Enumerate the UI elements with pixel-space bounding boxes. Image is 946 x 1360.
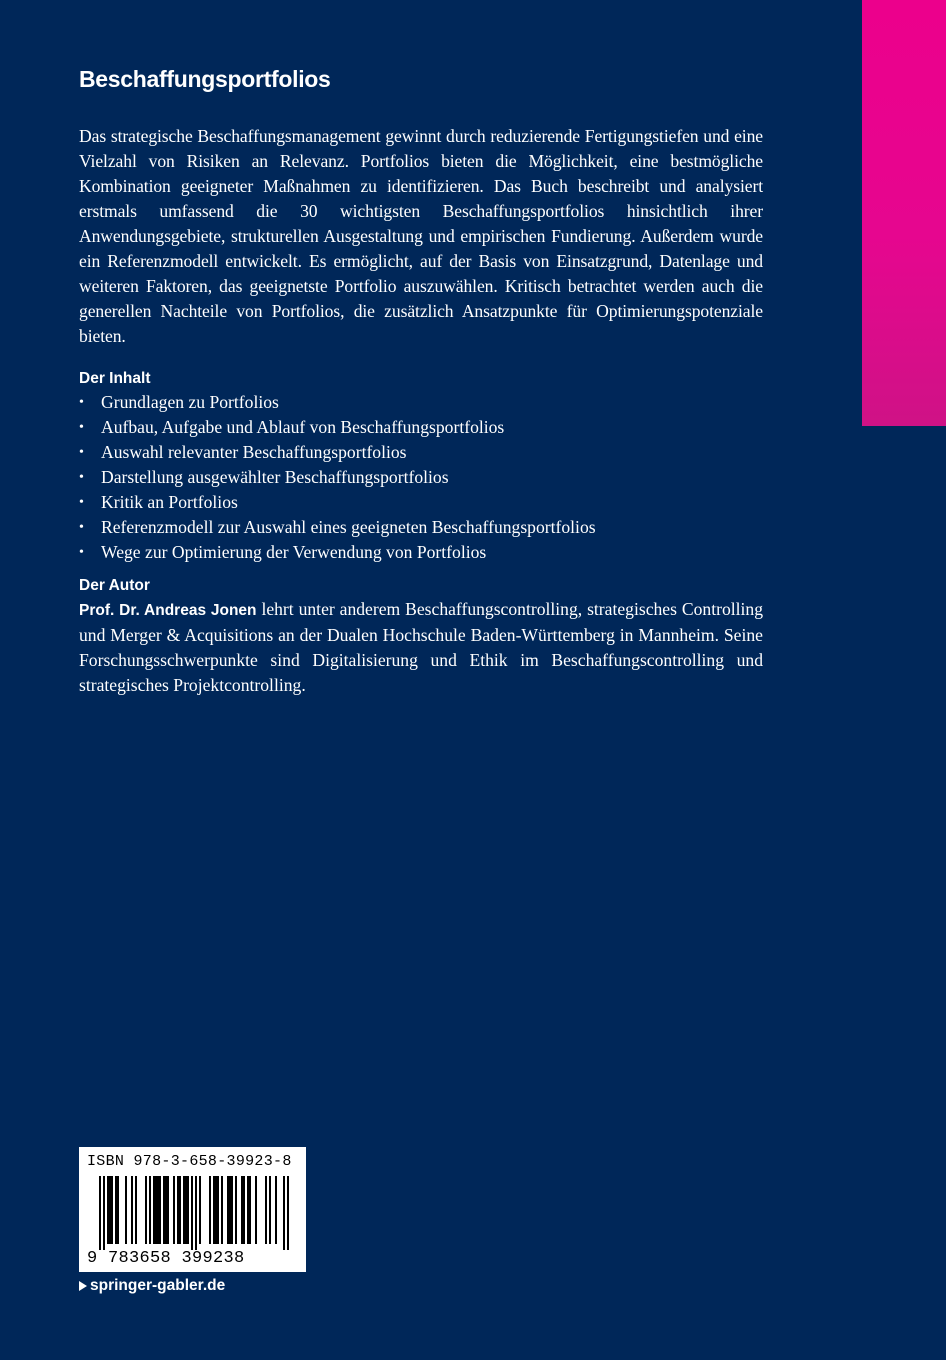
barcode-bar	[165, 1176, 167, 1244]
bullet-icon: •	[79, 495, 84, 510]
barcode-bar	[107, 1176, 109, 1244]
author-bio	[79, 597, 763, 698]
list-item-text: Wege zur Optimierung der Verwendung von Portfolios	[101, 542, 487, 562]
barcode-bar	[117, 1176, 119, 1244]
barcode-bar	[247, 1176, 249, 1244]
barcode-bar	[153, 1176, 155, 1244]
barcode-bar	[173, 1176, 175, 1244]
list-item	[79, 515, 763, 540]
contents-heading: Der Inhalt	[79, 370, 151, 387]
barcode-bar	[255, 1176, 257, 1244]
barcode-bar	[145, 1176, 147, 1244]
barcode-bar	[229, 1176, 231, 1244]
barcode-bar	[183, 1176, 185, 1244]
barcode-bar	[187, 1176, 189, 1244]
book-description: Das strategische Beschaffungsmanagement gewinnt durch reduzierende Fertigungstiefen und eine Vielzahl von Risiken an Relevanz. Portfolios bieten die Möglichkeit, eine bestmögliche Kombination geeigneter Maßnahmen zu identifizieren. Das Buch beschreibt und analysiert erstmals umfassend die 30 wichtigsten Beschaffungsportfolios hinsichtlich ihrer Anwendungsgebiete, strukturellen Ausgestaltung und empirischen Fundierung. Außerdem wurde ein Referenzmodell entwickelt. Es ermöglicht, auf der Basis von Einsatzgrund, Datenlage und weiteren Faktoren, das geeignetste Portfolio auszuwählen. Kritisch betrachtet werden auch die generellen Nachteile von Portfolios, die zusätzlich Ansatzpunkte für Optimierungspotenziale bieten.	[79, 126, 763, 346]
barcode-bar	[155, 1176, 157, 1244]
bullet-icon: •	[79, 520, 84, 535]
barcode-bar	[275, 1176, 277, 1244]
barcode-bar	[159, 1176, 161, 1244]
barcode-bar	[209, 1176, 211, 1244]
list-item	[79, 415, 763, 440]
author-bio-text: lehrt unter anderem Beschaffungscontrolling, strategisches Controlling und Merger & Acquisitions an der Dualen Hochschule Baden-Württemberg in Mannheim. Seine Forschungsschwerpunkte sind Digitalisierung und Ethik im Beschaffungscontrolling und strategisches Projektcontrolling.	[79, 599, 763, 695]
barcode-bar	[227, 1176, 229, 1244]
barcode-bar	[125, 1176, 127, 1244]
barcode-bar	[243, 1176, 245, 1244]
barcode-bar	[269, 1176, 271, 1244]
list-item	[79, 490, 763, 515]
barcode-bar	[103, 1176, 105, 1250]
list-item-text: Auswahl relevanter Beschaffungsportfolios	[101, 442, 407, 462]
ean-digits: 9 783658 399238	[87, 1249, 245, 1268]
barcode-bar	[179, 1176, 181, 1244]
list-item	[79, 390, 763, 415]
barcode-bar	[177, 1176, 179, 1244]
isbn-barcode	[79, 1147, 306, 1272]
barcode-bar	[235, 1176, 237, 1244]
bullet-icon: •	[79, 445, 84, 460]
barcode-bar	[221, 1176, 223, 1244]
barcode-bar	[185, 1176, 187, 1244]
barcode-bar	[191, 1176, 193, 1250]
bullet-icon: •	[79, 395, 84, 410]
barcode-bar	[249, 1176, 251, 1244]
barcode-bar	[287, 1176, 289, 1250]
accent-bar	[862, 0, 946, 426]
barcode-bar	[163, 1176, 165, 1244]
list-item-text: Darstellung ausgewählter Beschaffungsportfolios	[101, 467, 449, 487]
barcode-bar	[115, 1176, 117, 1244]
website-link[interactable]	[79, 1277, 225, 1295]
barcode-bar	[265, 1176, 267, 1244]
bullet-icon: •	[79, 545, 84, 560]
author-name: Prof. Dr. Andreas Jonen	[79, 602, 257, 619]
list-item	[79, 465, 763, 490]
book-title: Beschaffungsportfolios	[79, 66, 331, 92]
barcode-bar	[241, 1176, 243, 1244]
barcode-bar	[217, 1176, 219, 1244]
barcode-bar	[135, 1176, 137, 1244]
list-item	[79, 540, 763, 565]
arrow-right-icon	[79, 1281, 87, 1291]
list-item-text: Referenzmodell zur Auswahl eines geeigneten Beschaffungsportfolios	[101, 517, 596, 537]
barcode-bar	[195, 1176, 197, 1250]
barcode-bar	[111, 1176, 113, 1244]
barcode-bar	[131, 1176, 133, 1244]
website-url: springer-gabler.de	[90, 1277, 226, 1294]
list-item-text: Grundlagen zu Portfolios	[101, 392, 279, 412]
barcode-bar	[157, 1176, 159, 1244]
isbn-label: ISBN 978-3-658-39923-8	[87, 1153, 292, 1170]
barcode-bar	[99, 1176, 101, 1250]
list-item	[79, 440, 763, 465]
back-cover-content	[79, 64, 763, 698]
barcode-bar	[167, 1176, 169, 1244]
barcode-bar	[215, 1176, 217, 1244]
barcode-bar	[199, 1176, 201, 1244]
barcode-bar	[109, 1176, 111, 1244]
barcode-bar	[231, 1176, 233, 1244]
barcode-bar	[213, 1176, 215, 1244]
list-item-text: Aufbau, Aufgabe und Ablauf von Beschaffungsportfolios	[101, 417, 505, 437]
contents-list	[79, 390, 763, 565]
author-heading: Der Autor	[79, 577, 150, 594]
barcode-icon	[93, 1176, 297, 1250]
barcode-bar	[283, 1176, 285, 1250]
bullet-icon: •	[79, 470, 84, 485]
bullet-icon: •	[79, 420, 84, 435]
barcode-bar	[149, 1176, 151, 1244]
list-item-text: Kritik an Portfolios	[101, 492, 238, 512]
